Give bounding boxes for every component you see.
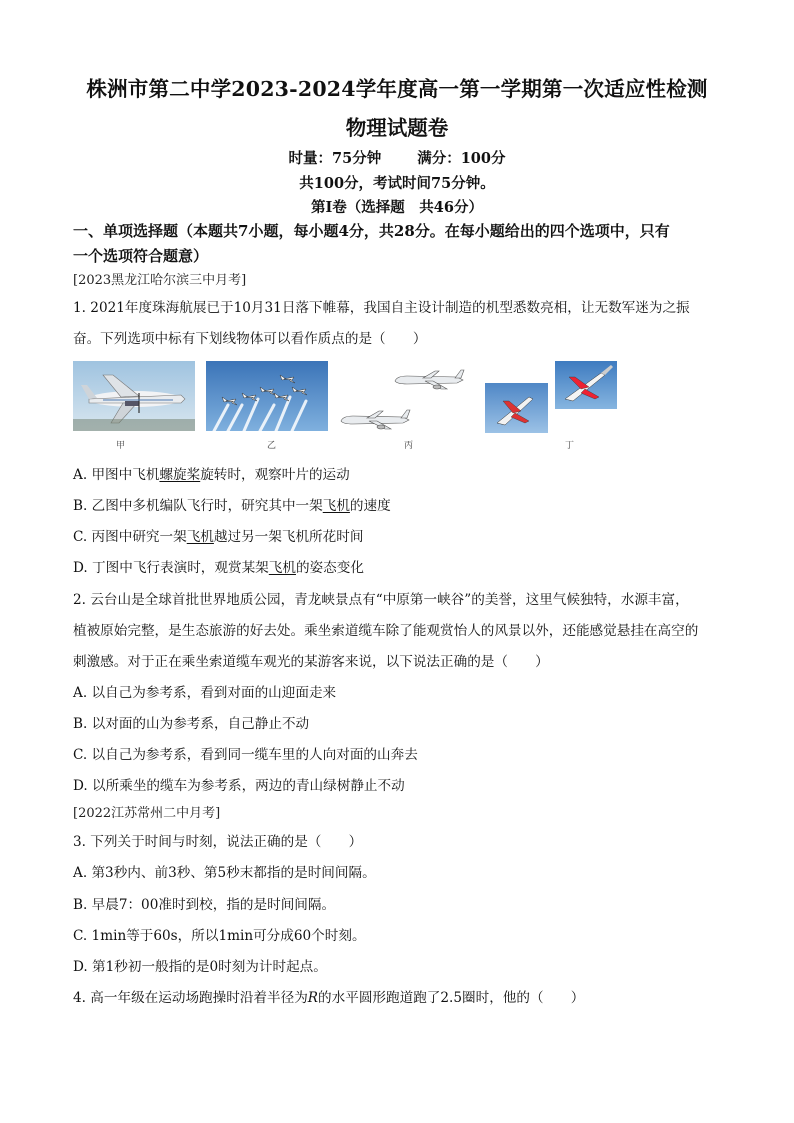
- volume-heading: 第Ⅰ卷（选择题 共46分）: [311, 199, 483, 216]
- figure-turboprop-plane: [73, 361, 195, 431]
- q1-option-a: A. 甲图中飞机螺旋桨旋转时，观察叶片的运动: [73, 467, 350, 483]
- q3-source: [2022江苏常州二中月考]: [73, 806, 221, 821]
- q3-stem: 3. 下列关于时间与时刻，说法正确的是（ ）: [73, 834, 363, 850]
- figure-jet-right: [555, 361, 617, 409]
- q2-stem-line2: 植被原始完整，是生态旅游的好去处。乘坐索道缆车除了能观赏怡人的风景以外，还能感觉悬挂在高空的: [73, 623, 699, 639]
- q3-option-b: B. 早晨7：00准时到校，指的是时间间隔。: [73, 897, 336, 913]
- q1-figures: [73, 359, 633, 449]
- q1-stem-line1: 1. 2021年度珠海航展已于10月31日落下帷幕，我国自主设计制造的机型悉数亮相，让无数军迷为之振: [73, 300, 690, 316]
- figure-formation-flight: [206, 361, 328, 431]
- q3-option-d: D. 第1秒初一般指的是0时刻为计时起点。: [73, 959, 327, 975]
- exam-subject: 物理试题卷: [345, 116, 449, 140]
- radius-variable: R: [307, 990, 319, 1006]
- q4-stem: 4. 高一年级在运动场跑操时沿着半径为R的水平圆形跑道跑了2.5圈时，他的（ ）: [73, 990, 585, 1006]
- section-heading-line1: 一、单项选择题（本题共7小题，每小题4分，共28分。在每小题给出的四个选项中，只有: [73, 222, 670, 240]
- figure-jet-left: [485, 383, 548, 433]
- figure-two-airliners: [337, 359, 467, 435]
- q2-option-c: C. 以自己为参考系，看到同一缆车里的人向对面的山奔去: [73, 747, 418, 763]
- section-heading: [73, 219, 733, 269]
- total-info: 共100分，考试时间75分钟。: [299, 175, 495, 192]
- q3-option-c: C. 1min等于60s，所以1min可分成60个时刻。: [73, 928, 366, 944]
- q3-option-a: A. 第3秒内、前3秒、第5秒末都指的是时间间隔。: [73, 865, 376, 881]
- score-info: 满分：100分: [417, 150, 506, 167]
- q2-stem-line1: 2. 云台山是全球首批世界地质公园，青龙峡景点有“中原第一峡谷”的美誉，这里气候独特，水源丰富，: [73, 592, 689, 608]
- q2-option-a: A. 以自己为参考系，看到对面的山迎面走来: [73, 685, 337, 701]
- q2-option-b: B. 以对面的山为参考系，自己静止不动: [73, 716, 310, 732]
- exam-title: 株洲市第二中学2023-2024学年度高一第一学期第一次适应性检测: [86, 77, 708, 101]
- caption-yi: 乙: [267, 441, 277, 451]
- time-info: 时量：75分钟: [288, 150, 382, 167]
- caption-ding: 丁: [565, 441, 575, 451]
- q1-option-b: B. 乙图中多机编队飞行时，研究其中一架飞机的速度: [73, 498, 391, 514]
- exam-time-score: [0, 147, 794, 168]
- q1-stem-line2: 奋。下列选项中标有下划线物体可以看作质点的是（ ）: [73, 331, 427, 347]
- section-heading-line2: 一个选项符合题意）: [73, 247, 209, 265]
- q2-stem-line3: 刺激感。对于正在乘坐索道缆车观光的某游客来说，以下说法正确的是（ ）: [73, 654, 549, 670]
- q1-option-d: D. 丁图中飞行表演时，观赏某架飞机的姿态变化: [73, 560, 364, 576]
- q1-option-c: C. 丙图中研究一架飞机越过另一架飞机所花时间: [73, 529, 364, 545]
- caption-bing: 丙: [404, 441, 414, 451]
- q2-option-d: D. 以所乘坐的缆车为参考系，两边的青山绿树静止不动: [73, 778, 405, 794]
- caption-jia: 甲: [116, 441, 126, 451]
- q1-source: [2023黑龙江哈尔滨三中月考]: [73, 273, 247, 288]
